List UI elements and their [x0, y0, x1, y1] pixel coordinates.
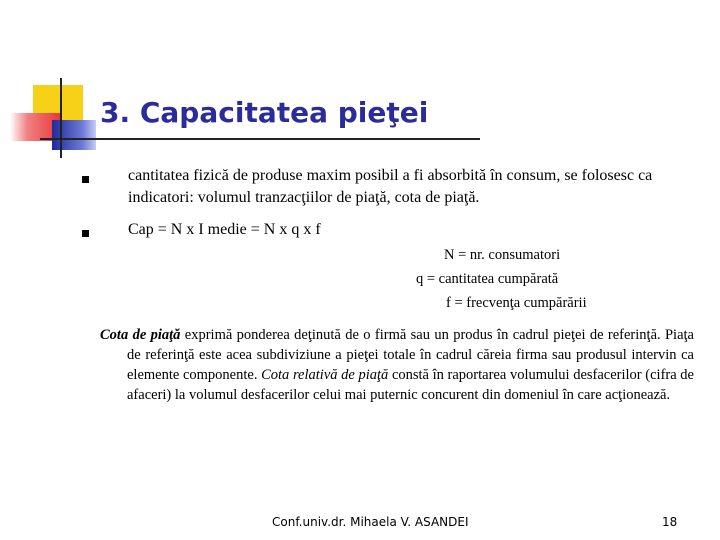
bullet-square-icon	[82, 176, 89, 183]
title-underline	[40, 138, 480, 140]
page-number: 18	[662, 515, 678, 529]
term-cota-de-piata: Cota de piaţă	[100, 327, 181, 343]
bullet-square-icon	[82, 230, 89, 237]
decor-blue-square	[52, 120, 96, 150]
formula-q: q = cantitatea cumpărată	[416, 271, 559, 287]
definition-text-2: constă în raportarea volumului desfacerilor (cifra de afaceri) la volumul desfacerilor celui mai puternic concurent din domeniul în care acţionează.	[127, 367, 694, 403]
formula-n: N = nr. consumatori	[444, 247, 561, 263]
footer-author: Conf.univ.dr. Mihaela V. ASANDEI	[272, 515, 469, 529]
definition-text-1: exprimă ponderea deţinută de o firmă sau un produs în cadrul pieţei de referinţă. Piaţa de referinţă este acea subdiviziune a pieţei totale în cadrul căreia firma sau produsul intervin ca elemente componente.	[127, 327, 694, 383]
term-cota-relativa: Cota relativă de piaţă	[261, 367, 389, 383]
definition-paragraph	[100, 325, 694, 405]
slide-title: 3. Capacitatea pieţei	[100, 96, 429, 129]
bullet-text-1: cantitatea fizică de produse maxim posibil a fi absorbită în consum, se folosesc ca indicatori: volumul tranzacţiilor de piaţă, cota de piaţă.	[128, 167, 653, 206]
formula-f: f = frecvenţa cumpărării	[446, 295, 587, 311]
bullet-text-2: Cap = N x I medie = N x q x f	[128, 221, 321, 238]
decor-vertical-line	[60, 78, 62, 158]
